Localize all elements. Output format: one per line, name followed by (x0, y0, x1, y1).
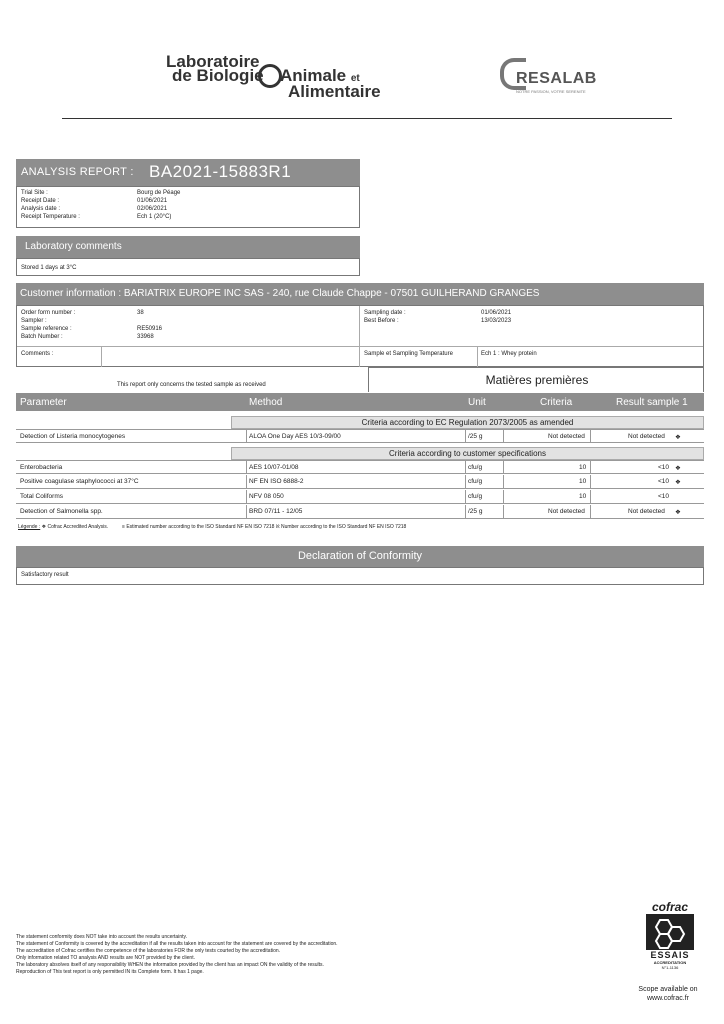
cell-criteria: 10 (579, 493, 587, 500)
cell-method: NF EN ISO 6888-2 (249, 478, 304, 485)
field-label: Best Before : (364, 318, 399, 324)
column-divider (246, 475, 247, 488)
field-label: Sampling date : (364, 310, 406, 316)
cofrac-scope-line: Scope available on (638, 986, 698, 993)
column-divider (465, 461, 466, 473)
conformity-box (16, 567, 704, 585)
column-divider (590, 490, 591, 503)
column-divider (590, 505, 591, 518)
analysis-report-details (16, 186, 360, 228)
field-label: Trial Site : (21, 190, 48, 196)
cell-result: Not detected (628, 508, 665, 515)
resalab-tagline: NOTRE PASSION, VOTRE SERENITE (516, 89, 586, 94)
col-parameter: Parameter (20, 397, 67, 408)
column-divider (246, 461, 247, 473)
cell-param: Positive coagulase staphylococci at 37°C (20, 478, 139, 485)
results-table-header (16, 393, 704, 411)
column-divider (465, 430, 466, 442)
table-row (16, 505, 704, 519)
field-label: Sampler : (21, 318, 47, 324)
field-value: 01/06/2021 (137, 198, 168, 204)
column-divider (503, 475, 504, 488)
resalab-logo (500, 58, 620, 98)
cell-method: AES 10/07-01/08 (249, 464, 299, 471)
field-value: 13/03/2023 (481, 318, 512, 324)
logo-line1: Laboratoire (166, 52, 260, 71)
field-label: Batch Number : (21, 334, 63, 340)
cell-unit: cfu/g (468, 493, 483, 500)
analysis-report-title: ANALYSIS REPORT : (21, 166, 134, 178)
customer-info-bar (16, 283, 704, 305)
field-label: Receipt Date : (21, 198, 60, 204)
field-value: Ech 1 (20°C) (137, 214, 172, 220)
cofrac-scope-link[interactable]: www.cofrac.fr (646, 995, 689, 1002)
footer-notes (16, 934, 416, 976)
col-unit: Unit (468, 397, 486, 408)
logo-line4: Alimentaire (288, 82, 381, 101)
criteria-ec-heading: Criteria according to EC Regulation 2073/2005 as amended (231, 416, 704, 429)
sample-temp-value: Ech 1 : Whey protein (481, 351, 537, 357)
customer-right-values (481, 309, 511, 325)
field-value: 01/06/2021 (481, 310, 512, 316)
table-row (16, 490, 704, 504)
cofrac-mark-icon: ❖ (675, 479, 681, 486)
field-value: RE50916 (137, 326, 163, 332)
cell-result: Not detected (628, 433, 665, 440)
matieres-box (368, 367, 704, 392)
divider (101, 346, 102, 367)
cell-method: BRD 07/11 - 12/05 (249, 508, 303, 515)
cell-result: <10 (658, 478, 670, 485)
cell-unit: cfu/g (468, 478, 483, 485)
field-label: Receipt Temperature : (21, 214, 80, 220)
lab-comments-bar (16, 236, 360, 258)
table-row (16, 429, 704, 443)
column-divider (465, 490, 466, 503)
divider (477, 346, 478, 367)
column-divider (465, 505, 466, 518)
cell-param: Detection of Listeria monocytogenes (20, 433, 126, 440)
column-divider (246, 490, 247, 503)
cell-param: Detection of Salmonella spp. (20, 508, 103, 515)
col-criteria: Criteria (540, 397, 573, 408)
cell-unit: /25 g (468, 508, 483, 515)
conformity-title: Declaration of Conformity (297, 550, 423, 562)
footer-line: The statement of Conformity is covered by the accreditation if all the results taken into account for the statement are covered by the accreditation. (16, 941, 338, 947)
field-label: Order form number : (21, 310, 76, 316)
criteria-customer-heading: Criteria according to customer specifications (231, 447, 704, 460)
cell-unit: /25 g (468, 433, 483, 440)
cell-criteria: Not detected (548, 433, 585, 440)
cell-criteria: Not detected (548, 508, 585, 515)
customer-info-title: Customer information : BARIATRIX EUROPE INC SAS - 240, rue Claude Chappe - 07501 GUILHERAND GRANGES (20, 288, 540, 299)
cofrac-hexagon-icon (646, 914, 694, 950)
customer-right-labels (364, 309, 406, 325)
cell-unit: cfu/g (468, 464, 483, 471)
field-value-empty (137, 317, 162, 325)
divider (359, 306, 360, 346)
field-value: Bourg de Péage (137, 190, 181, 196)
cofrac-essais: ESSAIS (650, 950, 690, 960)
resalab-name: RESALAB (516, 70, 597, 87)
comments-label: Comments : (21, 351, 54, 357)
analysis-report-number: BA2021-15883R1 (149, 162, 292, 181)
field-value: 33968 (137, 334, 154, 340)
cell-param: Enterobacteria (20, 464, 63, 471)
cofrac-name: cofrac (651, 900, 689, 914)
cell-criteria: 10 (579, 464, 587, 471)
customer-left-values (137, 309, 162, 341)
legend (18, 524, 406, 530)
divider (17, 346, 703, 347)
column-divider (590, 475, 591, 488)
cell-method: NFV 08 050 (249, 493, 284, 500)
cofrac-mark-icon: ❖ (675, 434, 681, 441)
logo-line3: Animale et (280, 66, 360, 85)
report-labels (21, 189, 80, 221)
column-divider (503, 490, 504, 503)
col-result: Result sample 1 (616, 397, 688, 408)
cell-result: <10 (658, 464, 670, 471)
field-label: Analysis date : (21, 206, 61, 212)
field-value: 38 (137, 310, 144, 316)
column-divider (246, 430, 247, 442)
lab-comments-text: Stored 1 days at 3°C (21, 265, 77, 271)
analysis-report-bar (16, 159, 360, 186)
table-row (16, 460, 704, 474)
footer-line: Only information related TO analysis AND results are NOT provided by the client. (16, 955, 195, 961)
report-note: This report only concerns the tested sample as received (117, 382, 266, 388)
column-divider (465, 475, 466, 488)
header-divider (62, 118, 672, 119)
conformity-bar (16, 546, 704, 567)
lab-comments-title: Laboratory comments (25, 241, 122, 252)
matieres-title: Matières premières (485, 373, 589, 387)
footer-line: The laboratory absolves itself of any responsibility WHEN the information provided by the client has an impact ON the validity of the results. (16, 962, 324, 968)
logo-line2: de Biologie (172, 66, 264, 85)
legend-item: ❖ Cofrac Accredited Analysis. (41, 524, 109, 530)
column-divider (503, 461, 504, 473)
cofrac-logo (646, 900, 694, 970)
cell-criteria: 10 (579, 478, 587, 485)
customer-info-box (16, 305, 704, 367)
cofrac-scope (628, 985, 708, 1003)
field-value: 02/06/2021 (137, 206, 168, 212)
report-values (137, 189, 180, 221)
field-label: Sample reference : (21, 326, 72, 332)
cofrac-mark-icon: ❖ (675, 465, 681, 472)
logo-circle-icon (258, 64, 282, 88)
cell-param: Total Coliforms (20, 493, 63, 500)
table-row (16, 475, 704, 489)
sample-temp-label: Sample et Sampling Temperature (364, 351, 453, 357)
column-divider (590, 461, 591, 473)
legend-item: ℵ Number according to the ISO Standard NF EN ISO 7218 (275, 524, 407, 530)
cell-result: <10 (658, 493, 670, 500)
col-method: Method (249, 397, 283, 408)
cell-method: ALOA One Day AES 10/3-09/00 (249, 433, 341, 440)
cofrac-mark-icon: ❖ (675, 509, 681, 516)
divider (359, 346, 360, 367)
conformity-text: Satisfactory result (21, 572, 69, 578)
cofrac-accreditation: ACCREDITATION (653, 960, 687, 965)
column-divider (246, 505, 247, 518)
column-divider (590, 430, 591, 442)
footer-line: Reproduction of This test report is only permitted IN its Complete form. It has 1 page. (16, 969, 204, 975)
legend-label: Légende : (18, 524, 41, 530)
column-divider (503, 505, 504, 518)
lab-comments-box (16, 258, 360, 276)
cofrac-number: N°1-1136 (661, 965, 679, 970)
legend-item: ≡ Estimated number according to the ISO Standard NF EN ISO 7218 (122, 524, 275, 530)
column-divider (503, 430, 504, 442)
footer-line: The accreditation of Cofrac certifies the competence of the laboratories FOR the only tests courted by the accreditation. (16, 948, 281, 954)
footer-line: The statement conformity does NOT take into account the results uncertainty. (16, 934, 188, 940)
customer-left-labels (21, 309, 75, 341)
